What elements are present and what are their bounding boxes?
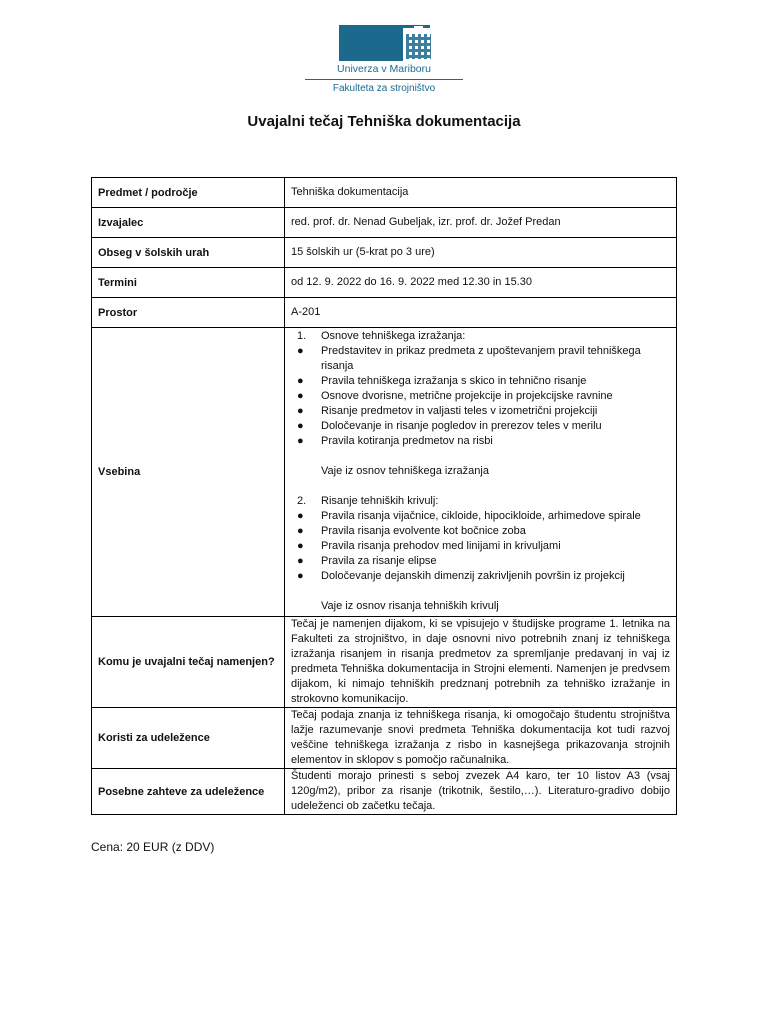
bullet-icon: ● [297,405,304,417]
bullet-icon: ● [297,390,304,402]
row-value-requirements: Študenti morajo prinesti s seboj zvezek A4 karo, ter 10 listov A3 (vsaj 120g/m2), pribor za risanje (trikotnik, šestilo,…). Literaturo-gradivo dobijo udeleženci ob začetku tečaja. [285,769,677,815]
table-row [92,178,677,208]
logo-block [339,25,430,61]
university-logo [305,25,463,100]
section-2-number: 2. [297,495,307,507]
bullet-icon: ● [297,540,304,552]
section-2-title: Risanje tehniških krivulj: [321,495,439,507]
table-row-content [92,328,677,617]
section-1-exercise: Vaje iz osnov tehniškega izražanja [321,465,489,477]
section-1-title: Osnove tehniškega izražanja: [321,330,466,342]
list-item: ● Pravila za risanje elipse [297,555,437,567]
price-note: Cena: 20 EUR (z DDV) [91,840,215,854]
list-item: ● Pravila kotiranja predmetov na risbi [297,435,493,447]
row-value-subject: Tehniška dokumentacija [285,178,677,208]
bullet-icon: ● [297,435,304,447]
bullet-icon: ● [297,345,304,357]
list-item: ● Pravila tehniškega izražanja s skico in tehnično risanje [297,375,587,387]
list-item: ● Predstavitev in prikaz predmeta z upoštevanjem pravil tehniškega risanja [297,345,641,372]
bullet-icon: ● [297,375,304,387]
table-row [92,298,677,328]
list-item: ● Pravila risanja vijačnice, cikloide, hipocikloide, arhimedove spirale [297,510,641,522]
row-label-content: Vsebina [92,328,285,617]
logo-divider [305,79,463,80]
row-value-hours: 15 šolskih ur (5-krat po 3 ure) [285,238,677,268]
course-info-table [91,177,677,815]
table-row-audience [92,617,677,708]
row-label-room: Prostor [92,298,285,328]
row-value-audience: Tečaj je namenjen dijakom, ki se vpisujejo v študijske programe 1. letnika na Fakulteti za strojništvo, in daje osnovni nivo potrebnih znanj iz tehniškega izražanja risanjem in risanja predmetov za spremljanje predavanj in vaj iz predmeta Tehniška dokumentacija in Strojni elementi. Namenjen je predvsem dijakom, ki nimajo tehniških predznanj potrebnih za tehniško izražanje in strokovno komunikacijo. [285,617,677,708]
section-1-number: 1. [297,330,307,342]
bullet-icon: ● [297,525,304,537]
table-row [92,268,677,298]
university-name: Univerza v Mariboru [337,63,431,75]
section-2-heading [291,494,670,509]
table-row-requirements [92,769,677,815]
bullet-icon: ● [297,510,304,522]
section-1-heading [291,329,670,344]
row-value-content [285,328,677,617]
list-item: ● Pravila risanja prehodov med linijami in krivuljami [297,540,561,552]
bullet-icon: ● [297,570,304,582]
table-row-benefits [92,708,677,769]
row-label-audience: Komu je uvajalni tečaj namenjen? [92,617,285,708]
row-value-benefits: Tečaj podaja znanja iz tehniškega risanja, ki omogočajo študentu strojništva lažje razumevanje snovi predmeta Tehniška dokumentacija kot tudi razvoj veščine tehniškega izražanja z risbo in kasnejšega prikazovanja strojnih elementov in sklopov s pomočjo računalnika. [285,708,677,769]
list-item: ● Pravila risanja evolvente kot bočnice zoba [297,525,526,537]
row-label-benefits: Koristi za udeležence [92,708,285,769]
section-2-exercise: Vaje iz osnov risanja tehniških krivulj [321,600,499,612]
bullet-icon: ● [297,420,304,432]
row-label-requirements: Posebne zahteve za udeležence [92,769,285,815]
row-label-lecturer: Izvajalec [92,208,285,238]
document-title: Uvajalni tečaj Tehniška dokumentacija [247,113,521,130]
row-label-subject: Predmet / področje [92,178,285,208]
building-icon [403,28,434,61]
list-item: ● Osnove dvorisne, metrične projekcije in projekcijske ravnine [297,390,613,402]
list-item: ● Določevanje in risanje pogledov in prerezov teles v merilu [297,420,602,432]
bullet-icon: ● [297,555,304,567]
faculty-name: Fakulteta za strojništvo [332,83,436,94]
row-value-lecturer: red. prof. dr. Nenad Gubeljak, izr. prof. dr. Jožef Predan [285,208,677,238]
list-item: ● Risanje predmetov in valjasti teles v izometrični projekciji [297,405,598,417]
row-label-hours: Obseg v šolskih urah [92,238,285,268]
table-row [92,208,677,238]
table-row [92,238,677,268]
row-value-room: A-201 [285,298,677,328]
row-value-dates: od 12. 9. 2022 do 16. 9. 2022 med 12.30 in 15.30 [285,268,677,298]
list-item: ● Določevanje dejanskih dimenzij zakrivljenih površin iz projekcij [297,570,625,582]
row-label-dates: Termini [92,268,285,298]
